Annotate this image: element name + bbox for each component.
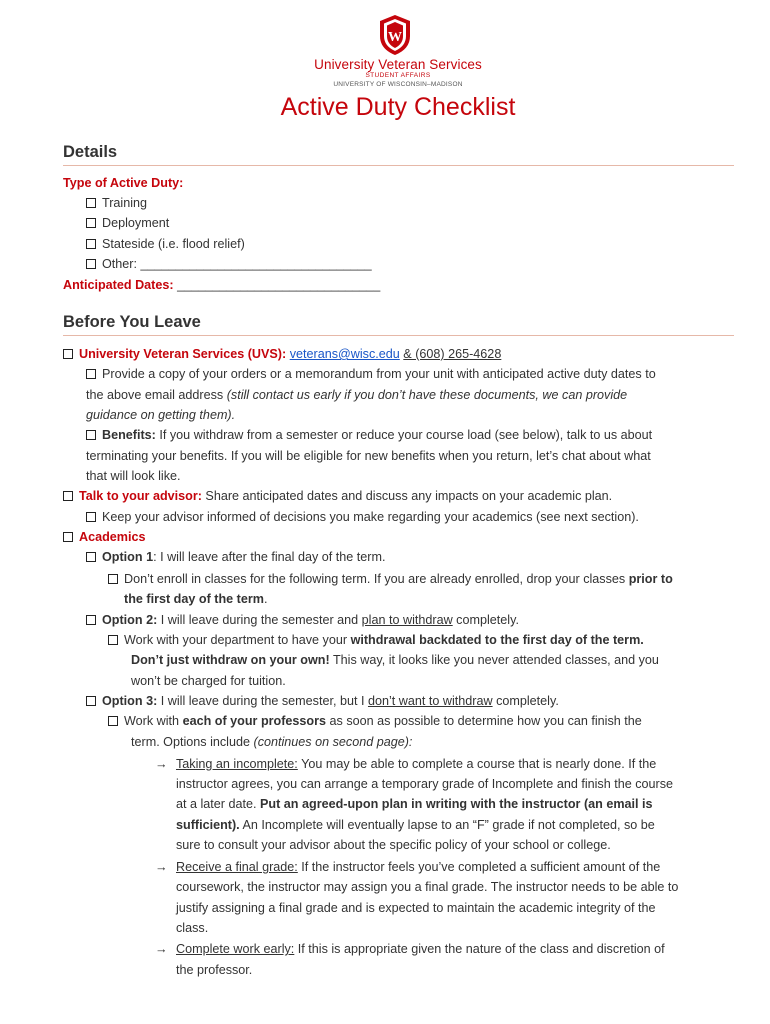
checkbox[interactable] xyxy=(86,615,96,625)
checkbox[interactable] xyxy=(86,512,96,522)
anticipated-dates-row: Anticipated Dates: _____________________________ xyxy=(63,278,381,292)
uvs-email-link[interactable]: veterans@wisc.edu xyxy=(289,347,400,361)
before-divider xyxy=(63,335,734,336)
arrow-right-icon: → xyxy=(155,942,168,956)
details-heading: Details xyxy=(63,143,118,161)
checkbox[interactable] xyxy=(86,239,96,249)
final-grade-item: → Receive a final grade: If the instructor feels you’ve completed a sufficient amount of the xyxy=(155,860,661,874)
option-3-sub: Work with each of your professors as soon as possible to determine how you can finish the xyxy=(108,712,642,730)
advisor-sub-item: Keep your advisor informed of decisions you make regarding your academics (see next section). xyxy=(86,508,639,526)
checkbox[interactable] xyxy=(86,430,96,440)
checkbox[interactable] xyxy=(86,259,96,269)
page-title: Active Duty Checklist xyxy=(280,93,516,121)
uvs-copy-item: Provide a copy of your orders or a memorandum from your unit with anticipated active duty dates to xyxy=(86,365,656,383)
logo-subtitle: STUDENT AFFAIRS xyxy=(365,72,431,79)
crest-letter: W xyxy=(388,30,402,45)
duty-option-deployment[interactable]: Deployment xyxy=(86,214,169,232)
university-crest-logo xyxy=(377,14,413,56)
duty-option-other[interactable]: Other: _________________________________ xyxy=(86,255,372,273)
duty-option-stateside[interactable]: Stateside (i.e. flood relief) xyxy=(86,235,245,253)
checkbox[interactable] xyxy=(86,369,96,379)
checkbox[interactable] xyxy=(63,532,73,542)
details-divider xyxy=(63,165,734,166)
checkbox[interactable] xyxy=(86,198,96,208)
advisor-item: Talk to your advisor: Share anticipated dates and discuss any impacts on your academic plan. xyxy=(63,487,612,505)
option-2-item: Option 2: I will leave during the semester and plan to withdraw completely. xyxy=(86,611,519,629)
option-1-sub: Don’t enroll in classes for the following term. If you are already enrolled, drop your classes prior to xyxy=(108,570,673,588)
logo-title: University Veteran Services xyxy=(314,57,482,72)
checkbox[interactable] xyxy=(86,696,96,706)
complete-early-item: → Complete work early: If this is appropriate given the nature of the class and discretion of xyxy=(155,942,665,956)
option-1-item: Option 1: I will leave after the final day of the term. xyxy=(86,548,385,566)
duty-option-training[interactable]: Training xyxy=(86,194,147,212)
incomplete-item: → Taking an incomplete: You may be able to complete a course that is nearly done. If the xyxy=(155,757,657,771)
checkbox[interactable] xyxy=(86,552,96,562)
arrow-right-icon: → xyxy=(155,757,168,771)
checkbox[interactable] xyxy=(108,574,118,584)
checkbox[interactable] xyxy=(108,716,118,726)
academics-item: Academics xyxy=(63,528,146,546)
uvs-item: University Veteran Services (UVS): veterans@wisc.edu & (608) 265-4628 xyxy=(63,345,501,363)
checkbox[interactable] xyxy=(63,349,73,359)
checkbox[interactable] xyxy=(108,635,118,645)
option-2-sub: Work with your department to have your withdrawal backdated to the first day of the term. xyxy=(108,631,644,649)
arrow-right-icon: → xyxy=(155,860,168,874)
checkbox[interactable] xyxy=(86,218,96,228)
option-3-item: Option 3: I will leave during the semester, but I don’t want to withdraw completely. xyxy=(86,692,559,710)
checkbox[interactable] xyxy=(63,491,73,501)
type-of-duty-label: Type of Active Duty: xyxy=(63,176,184,190)
benefits-item: Benefits: If you withdraw from a semester or reduce your course load (see below), talk to us about xyxy=(86,426,652,444)
before-you-leave-heading: Before You Leave xyxy=(63,313,201,331)
logo-university: UNIVERSITY OF WISCONSIN–MADISON xyxy=(333,81,463,88)
